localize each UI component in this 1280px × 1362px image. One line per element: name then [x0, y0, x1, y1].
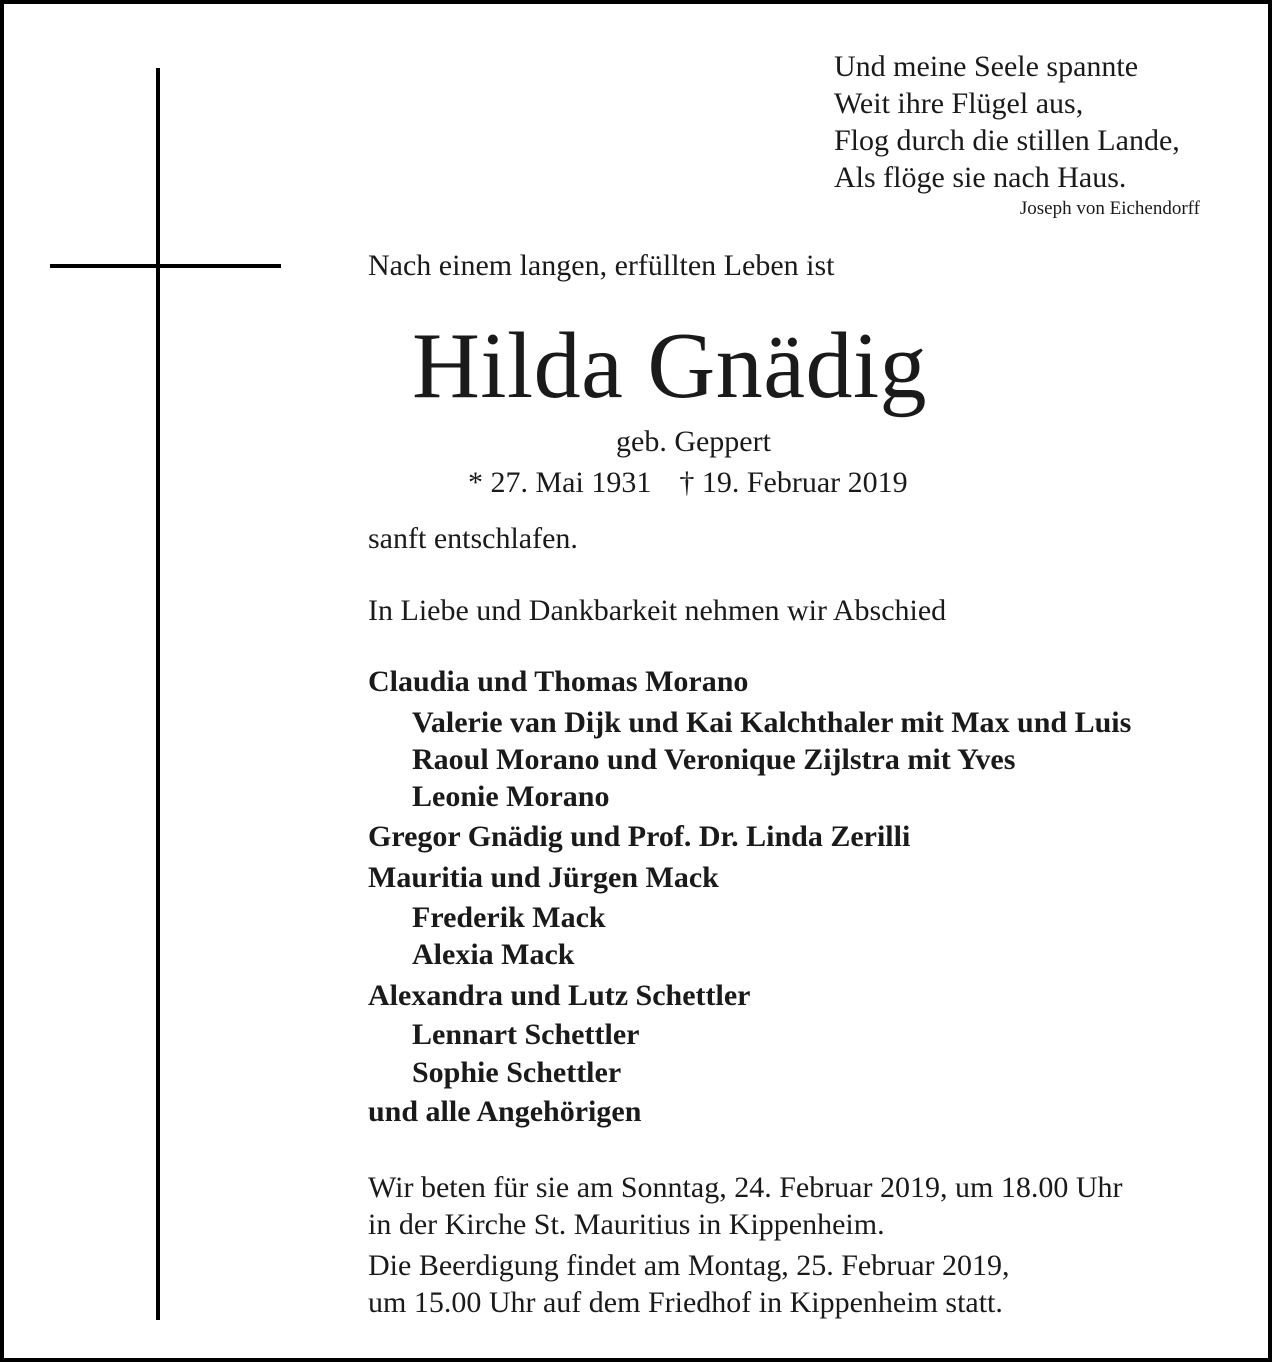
poem [834, 48, 1214, 196]
passed-away-text: sanft entschlafen. [368, 522, 578, 555]
death-date: † 19. Februar 2019 [679, 466, 908, 499]
mourner-entry: Raoul Morano und Veronique Zijlstra mit Yves [412, 743, 1016, 776]
prayer-service-info [368, 1169, 1122, 1243]
farewell-text: In Liebe und Dankbarkeit nehmen wir Abschied [368, 594, 947, 627]
funeral-info [368, 1247, 1010, 1321]
mourner-entry: und alle Angehörigen [368, 1095, 642, 1128]
poem-line: Als flöge sie nach Haus. [834, 161, 1127, 194]
mourner-entry: Gregor Gnädig und Prof. Dr. Linda Zerilli [368, 820, 911, 853]
mourner-entry: Claudia und Thomas Morano [368, 665, 749, 698]
funeral-line: um 15.00 Uhr auf dem Friedhof in Kippenheim statt. [368, 1286, 1003, 1319]
poem-line: Weit ihre Flügel aus, [834, 87, 1084, 120]
mourner-entry: Mauritia und Jürgen Mack [368, 861, 719, 894]
mourner-entry: Frederik Mack [412, 901, 606, 934]
poem-line: Flog durch die stillen Lande, [834, 124, 1180, 157]
mourner-entry: Sophie Schettler [412, 1056, 622, 1089]
maiden-name: geb. Geppert [616, 425, 771, 458]
mourner-entry: Alexia Mack [412, 938, 575, 971]
life-dates [468, 466, 908, 500]
funeral-line: Die Beerdigung findet am Montag, 25. Februar 2019, [368, 1249, 1010, 1282]
intro-text: Nach einem langen, erfüllten Leben ist [368, 249, 835, 282]
poem-author: Joseph von Eichendorff [1019, 198, 1200, 219]
prayer-line: in der Kirche St. Mauritius in Kippenheim. [368, 1208, 885, 1241]
cross-vertical-bar [156, 68, 160, 1320]
mourner-entry: Lennart Schettler [412, 1018, 640, 1051]
cross-horizontal-bar [50, 264, 281, 268]
mourner-entry: Valerie van Dijk und Kai Kalchthaler mit Max und Luis [412, 706, 1132, 739]
mourner-entry: Alexandra und Lutz Schettler [368, 979, 751, 1012]
deceased-name: Hilda Gnädig [412, 314, 928, 418]
birth-date: * 27. Mai 1931 [468, 466, 652, 499]
mourner-entry: Leonie Morano [412, 780, 610, 813]
poem-line: Und meine Seele spannte [834, 50, 1139, 83]
prayer-line: Wir beten für sie am Sonntag, 24. Februar 2019, um 18.00 Uhr [368, 1171, 1123, 1204]
